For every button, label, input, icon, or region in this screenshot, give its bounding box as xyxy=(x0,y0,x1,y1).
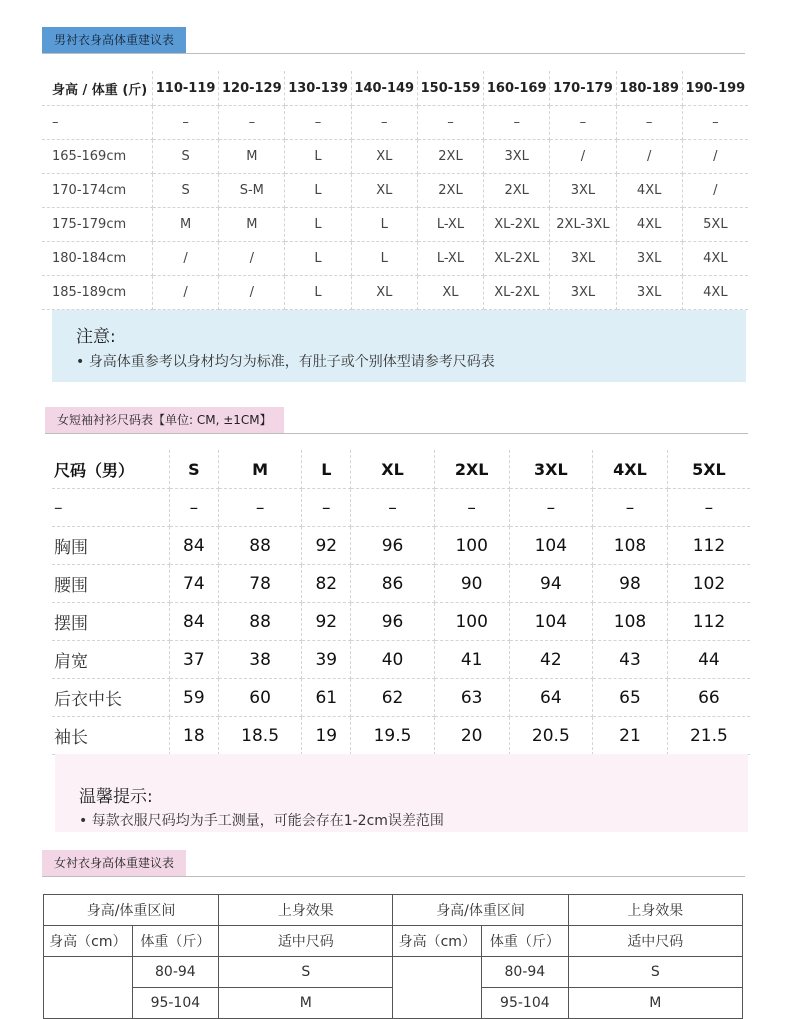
weight-header: 体重（斤） xyxy=(482,926,569,957)
table-cell: 3XL xyxy=(550,174,616,208)
table-cell: 19.5 xyxy=(351,717,435,755)
table-cell: / xyxy=(153,276,219,310)
table-row xyxy=(42,174,748,208)
table-cell: L xyxy=(285,174,351,208)
column-header: S xyxy=(170,450,219,489)
column-header: L xyxy=(302,450,351,489)
column-header: 2XL xyxy=(434,450,509,489)
table-cell: 82 xyxy=(302,565,351,603)
section-header-men-shirt xyxy=(42,27,745,54)
table-cell: M xyxy=(219,208,285,242)
table-cell: – xyxy=(550,106,616,140)
table-cell: 108 xyxy=(593,527,668,565)
table-cell: 65 xyxy=(593,679,668,717)
table-cell: 63 xyxy=(434,679,509,717)
table-row xyxy=(52,527,750,565)
note-box xyxy=(52,310,746,382)
table-cell: 104 xyxy=(509,527,593,565)
men-shirt-size-table xyxy=(42,71,748,310)
table-cell: M xyxy=(219,140,285,174)
table-cell: 74 xyxy=(170,565,219,603)
size-cell: S xyxy=(568,957,742,988)
effect-header: 上身效果 xyxy=(568,895,742,926)
table-cell: 96 xyxy=(351,603,435,641)
row-label: 175-179cm xyxy=(42,208,153,242)
table-cell: 3XL xyxy=(616,276,682,310)
column-header: 140-149 xyxy=(351,71,417,106)
table-cell: 37 xyxy=(170,641,219,679)
section-header-women-short-sleeve xyxy=(45,407,748,434)
size-cell: S xyxy=(219,957,393,988)
table-row xyxy=(42,208,748,242)
table-cell: 94 xyxy=(509,565,593,603)
table-cell: / xyxy=(682,140,748,174)
column-header: 130-139 xyxy=(285,71,351,106)
table-row xyxy=(42,242,748,276)
table-row xyxy=(42,276,748,310)
table-cell: – xyxy=(434,489,509,527)
table-cell: 108 xyxy=(593,603,668,641)
column-header: 190-199 xyxy=(682,71,748,106)
section-tag: 男衬衣身高体重建议表 xyxy=(42,27,186,53)
column-header: 110-119 xyxy=(153,71,219,106)
weight-header: 体重（斤） xyxy=(132,926,219,957)
table-row xyxy=(52,489,750,527)
table-cell: 41 xyxy=(434,641,509,679)
row-label: 165-169cm xyxy=(42,140,153,174)
table-cell: – xyxy=(667,489,750,527)
table-cell: XL-2XL xyxy=(484,242,550,276)
row-label: 180-184cm xyxy=(42,242,153,276)
table-row xyxy=(52,603,750,641)
table-cell: – xyxy=(218,489,302,527)
table-cell: 86 xyxy=(351,565,435,603)
table-cell: – xyxy=(153,106,219,140)
table-cell: 88 xyxy=(218,603,302,641)
table-cell: XL xyxy=(417,276,483,310)
table-cell: XL xyxy=(351,276,417,310)
row-label: 摆围 xyxy=(52,603,170,641)
size-cell: M xyxy=(219,988,393,1019)
table-cell: S xyxy=(153,174,219,208)
table-cell: 100 xyxy=(434,527,509,565)
column-header: 4XL xyxy=(593,450,668,489)
note-title: 注意: xyxy=(76,327,116,347)
table-cell: 19 xyxy=(302,717,351,755)
table-cell: 18 xyxy=(170,717,219,755)
row-label: 170-174cm xyxy=(42,174,153,208)
table-cell: 43 xyxy=(593,641,668,679)
table-row xyxy=(52,641,750,679)
table-cell: / xyxy=(550,140,616,174)
table-cell: 4XL xyxy=(682,242,748,276)
column-header-label: 尺码（男） xyxy=(52,450,170,489)
table-cell: – xyxy=(593,489,668,527)
row-label: 胸围 xyxy=(52,527,170,565)
row-label: 肩宽 xyxy=(52,641,170,679)
table-cell: 2XL xyxy=(417,174,483,208)
table-cell: 5XL xyxy=(682,208,748,242)
table-cell: 96 xyxy=(351,527,435,565)
table-cell: / xyxy=(682,174,748,208)
table-cell: 92 xyxy=(302,603,351,641)
table-cell: L xyxy=(351,242,417,276)
column-header: 150-159 xyxy=(417,71,483,106)
weight-cell: 80-94 xyxy=(132,957,219,988)
group-header: 身高/体重区间 xyxy=(393,895,568,926)
table-cell: – xyxy=(219,106,285,140)
table-cell: L xyxy=(285,276,351,310)
table-cell: – xyxy=(351,106,417,140)
table-cell: 102 xyxy=(667,565,750,603)
table-cell: L-XL xyxy=(417,242,483,276)
table-cell: 66 xyxy=(667,679,750,717)
height-cell xyxy=(44,957,133,1019)
size-header: 适中尺码 xyxy=(219,926,393,957)
table-cell: / xyxy=(219,276,285,310)
note-text: • 身高体重参考以身材均匀为标准，有肚子或个别体型请参考尺码表 xyxy=(76,354,495,370)
table-cell: – xyxy=(170,489,219,527)
table-cell: 3XL xyxy=(616,242,682,276)
table-cell: 42 xyxy=(509,641,593,679)
table-cell: XL xyxy=(351,140,417,174)
table-cell: L xyxy=(285,140,351,174)
table-cell: 88 xyxy=(218,527,302,565)
table-cell: 61 xyxy=(302,679,351,717)
table-cell: 21 xyxy=(593,717,668,755)
table-cell: – xyxy=(616,106,682,140)
table-cell: M xyxy=(153,208,219,242)
table-cell: – xyxy=(285,106,351,140)
tip-box xyxy=(55,754,748,832)
table-cell: S xyxy=(153,140,219,174)
table-cell: 4XL xyxy=(616,208,682,242)
column-header: 3XL xyxy=(509,450,593,489)
table-cell: L xyxy=(285,208,351,242)
column-header: XL xyxy=(351,450,435,489)
table-cell: 18.5 xyxy=(218,717,302,755)
height-header: 身高（cm） xyxy=(44,926,133,957)
table-cell: – xyxy=(351,489,435,527)
row-label: 袖长 xyxy=(52,717,170,755)
table-cell: L xyxy=(285,242,351,276)
tip-text: • 每款衣服尺码均为手工测量，可能会存在1-2cm误差范围 xyxy=(79,813,444,829)
women-short-sleeve-size-table xyxy=(52,450,750,755)
table-cell: 4XL xyxy=(682,276,748,310)
table-cell: 64 xyxy=(509,679,593,717)
table-cell: – xyxy=(417,106,483,140)
table-cell: 60 xyxy=(218,679,302,717)
tip-title: 温馨提示: xyxy=(79,787,153,807)
table-cell: / xyxy=(616,140,682,174)
table-cell: 20.5 xyxy=(509,717,593,755)
column-header: M xyxy=(218,450,302,489)
column-header-label: 身高 / 体重 (斤) xyxy=(42,71,153,106)
weight-cell: 95-104 xyxy=(482,988,569,1019)
column-header: 120-129 xyxy=(219,71,285,106)
table-row xyxy=(52,565,750,603)
size-cell: M xyxy=(568,988,742,1019)
table-cell: 112 xyxy=(667,603,750,641)
table-cell: 2XL-3XL xyxy=(550,208,616,242)
table-cell: / xyxy=(153,242,219,276)
table-cell: 40 xyxy=(351,641,435,679)
table-cell: 112 xyxy=(667,527,750,565)
row-label: 腰围 xyxy=(52,565,170,603)
row-label: 185-189cm xyxy=(42,276,153,310)
table-cell: – xyxy=(682,106,748,140)
table-cell: L xyxy=(351,208,417,242)
column-header: 5XL xyxy=(667,450,750,489)
size-header: 适中尺码 xyxy=(568,926,742,957)
table-cell: – xyxy=(302,489,351,527)
table-row xyxy=(52,679,750,717)
column-header: 170-179 xyxy=(550,71,616,106)
weight-cell: 80-94 xyxy=(482,957,569,988)
table-cell: 92 xyxy=(302,527,351,565)
table-cell: 3XL xyxy=(484,140,550,174)
section-header-women-shirt xyxy=(42,850,745,877)
row-label: – xyxy=(42,106,153,140)
table-cell: 21.5 xyxy=(667,717,750,755)
table-cell: S-M xyxy=(219,174,285,208)
effect-header: 上身效果 xyxy=(219,895,393,926)
table-cell: 104 xyxy=(509,603,593,641)
group-header: 身高/体重区间 xyxy=(44,895,219,926)
table-cell: 90 xyxy=(434,565,509,603)
height-header: 身高（cm） xyxy=(393,926,482,957)
row-label: 后衣中长 xyxy=(52,679,170,717)
table-cell: 84 xyxy=(170,527,219,565)
table-cell: 38 xyxy=(218,641,302,679)
column-header: 160-169 xyxy=(484,71,550,106)
women-shirt-size-table xyxy=(43,894,743,1019)
table-cell: 3XL xyxy=(550,276,616,310)
table-cell: 84 xyxy=(170,603,219,641)
weight-cell: 95-104 xyxy=(132,988,219,1019)
section-tag: 女衬衣身高体重建议表 xyxy=(42,850,186,876)
table-cell: XL-2XL xyxy=(484,276,550,310)
table-cell: 100 xyxy=(434,603,509,641)
table-row xyxy=(42,140,748,174)
table-row xyxy=(42,106,748,140)
section-tag: 女短袖衬衫尺码表【单位: CM, ±1CM】 xyxy=(45,407,284,433)
table-cell: 3XL xyxy=(550,242,616,276)
table-cell: 4XL xyxy=(616,174,682,208)
column-header: 180-189 xyxy=(616,71,682,106)
row-label: – xyxy=(52,489,170,527)
table-cell: 2XL xyxy=(417,140,483,174)
table-cell: 78 xyxy=(218,565,302,603)
table-cell: – xyxy=(509,489,593,527)
table-cell: 44 xyxy=(667,641,750,679)
table-cell: 59 xyxy=(170,679,219,717)
table-cell: 98 xyxy=(593,565,668,603)
table-cell: XL xyxy=(351,174,417,208)
table-cell: 2XL xyxy=(484,174,550,208)
table-row xyxy=(52,717,750,755)
table-cell: XL-2XL xyxy=(484,208,550,242)
table-cell: / xyxy=(219,242,285,276)
table-cell: – xyxy=(484,106,550,140)
table-cell: 20 xyxy=(434,717,509,755)
table-cell: 62 xyxy=(351,679,435,717)
table-cell: 39 xyxy=(302,641,351,679)
table-cell: L-XL xyxy=(417,208,483,242)
height-cell xyxy=(393,957,482,1019)
